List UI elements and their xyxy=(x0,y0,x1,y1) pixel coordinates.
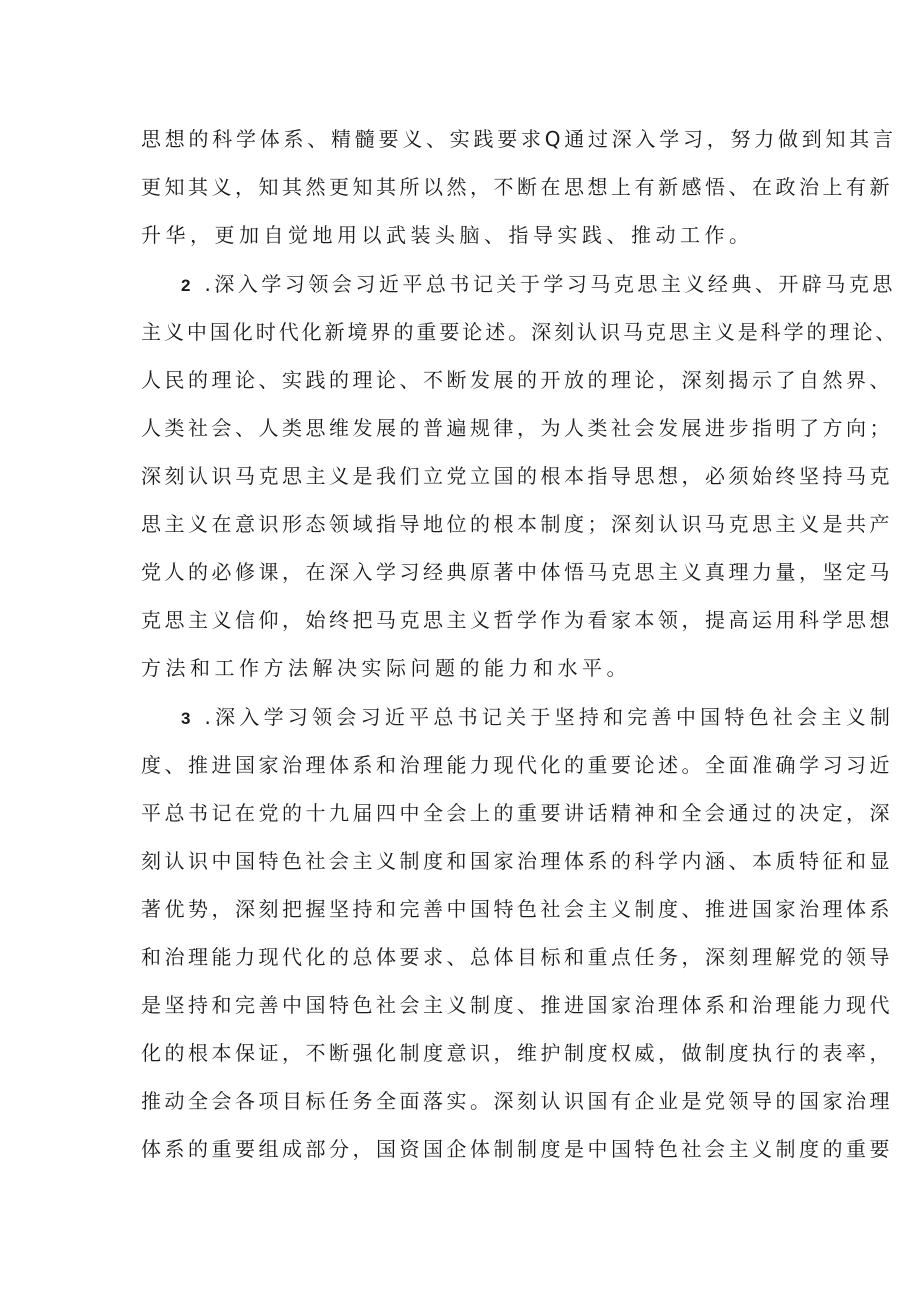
text-line: 党人的必修课，在深入学习经典原著中体悟马克思主义真理力量，坚定马 xyxy=(141,560,893,584)
text-line: 推动全会各项目标任务全面落实。深刻认识国有企业是党领导的国家治理 xyxy=(141,1089,893,1113)
text-line: 思主义在意识形态领域指导地位的根本制度；深刻认识马克思主义是共产 xyxy=(141,512,893,536)
text-line: 平总书记在党的十九届四中全会上的重要讲话精神和全会通过的决定，深 xyxy=(141,801,893,825)
paragraph-number: 3 xyxy=(181,709,191,728)
paragraph-number: 2 xyxy=(181,276,191,295)
text-line: 克思主义信仰，始终把马克思主义哲学作为看家本领，提高运用科学思想 xyxy=(141,608,893,632)
text-line: 化的根本保证，不断强化制度意识，维护制度权威，做制度执行的表率， xyxy=(141,1041,893,1065)
text-line: .深入学习领会习近平总书记关于坚持和完善中国特色社会主义制 xyxy=(204,705,895,729)
text-line: 体系的重要组成部分，国资国企体制制度是中国特色社会主义制度的重要 xyxy=(141,1137,893,1161)
text-line: 主义中国化时代化新境界的重要论述。深刻认识马克思主义是科学的理论、 xyxy=(141,320,899,344)
text-line: 是坚持和完善中国特色社会主义制度、推进国家治理体系和治理能力现代 xyxy=(141,993,893,1017)
text-line: 和治理能力现代化的总体要求、总体目标和重点任务，深刻理解党的领导 xyxy=(141,945,893,969)
text-line: 方法和工作方法解决实际问题的能力和水平。 xyxy=(141,656,631,680)
text-line: .深入学习领会习近平总书记关于学习马克思主义经典、开辟马克思 xyxy=(204,272,896,296)
text-line: 人类社会、人类思维发展的普遍规律，为人类社会发展进步指明了方向； xyxy=(141,416,893,440)
text-line: 深刻认识马克思主义是我们立党立国的根本指导思想，必须始终坚持马克 xyxy=(141,464,893,488)
text-line: 思想的科学体系、精髓要义、实践要求Q通过深入学习，努力做到知其言 xyxy=(141,127,897,151)
text-line: 刻认识中国特色社会主义制度和国家治理体系的科学内涵、本质特征和显 xyxy=(141,849,893,873)
text-line: 著优势，深刻把握坚持和完善中国特色社会主义制度、推进国家治理体系 xyxy=(141,897,893,921)
text-line: 升华，更加自觉地用以武装头脑、指导实践、推动工作。 xyxy=(141,223,754,247)
text-line: 更知其义，知其然更知其所以然，不断在思想上有新感悟、在政治上有新 xyxy=(141,175,893,199)
text-line: 人民的理论、实践的理论、不断发展的开放的理论，深刻揭示了自然界、 xyxy=(141,368,893,392)
paragraph-first-line xyxy=(181,272,896,298)
text-line: 度、推进国家治理体系和治理能力现代化的重要论述。全面准确学习习近 xyxy=(141,753,893,777)
paragraph-first-line xyxy=(181,705,894,731)
